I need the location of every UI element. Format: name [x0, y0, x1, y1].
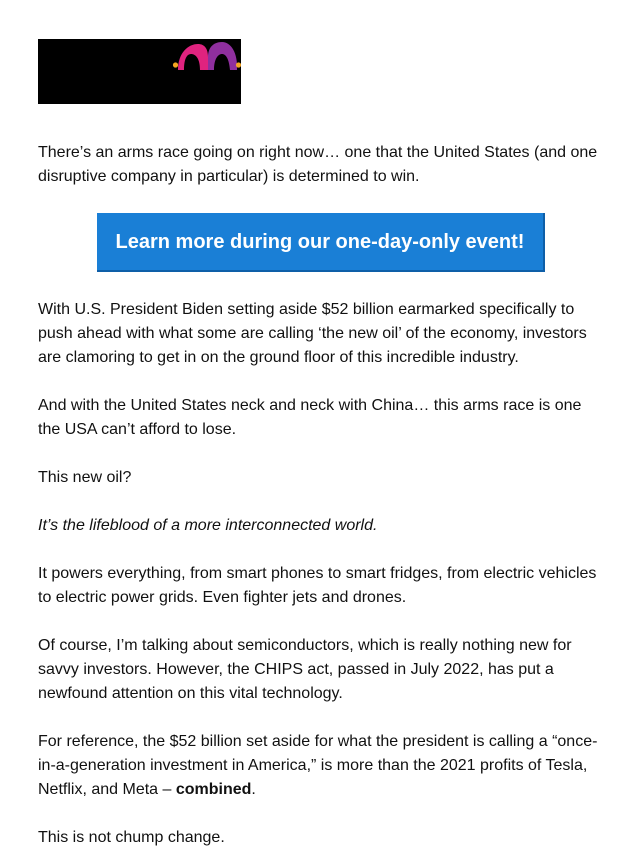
jester-hat-icon: [38, 39, 241, 104]
body-paragraph-3: This new oil?: [38, 469, 132, 486]
body-paragraph-1: With U.S. President Biden setting aside $52 billion earmarked specifically to push ahead with what some are calling ‘the new oil’ of the economy, investors are clamoring to get in on the ground floor of this incredible industry.: [38, 301, 587, 366]
intro-paragraph: There’s an arms race going on right now… one that the United States (and one disruptive company in particular) is determined to win.: [38, 144, 598, 185]
cta-container: [38, 213, 604, 272]
paragraph-7-text: For reference, the $52 billion set aside for what the president is calling a “once-in-a-generation investment in America,” is more than the 2021 profits of Tesla, Netflix, and Meta –: [38, 733, 598, 798]
italic-statement: It’s the lifeblood of a more interconnected world.: [38, 517, 378, 534]
paragraph-7-end: .: [251, 781, 256, 798]
body-paragraph-5: It powers everything, from smart phones to smart fridges, from electric vehicles to electric power grids. Even fighter jets and drones.: [38, 565, 597, 606]
body-paragraph-8: This is not chump change.: [38, 829, 225, 846]
body-paragraph-7: [38, 730, 604, 802]
learn-more-button[interactable]: Learn more during our one-day-only event!: [97, 213, 546, 272]
brand-logo: [38, 39, 241, 104]
body-paragraph-6: Of course, I’m talking about semiconductors, which is really nothing new for savvy investors. However, the CHIPS act, passed in July 2022, has put a newfound attention on this vital technology.: [38, 637, 572, 702]
body-paragraph-2: And with the United States neck and neck with China… this arms race is one the USA can’t afford to lose.: [38, 397, 582, 438]
combined-emphasis: combined: [175, 781, 252, 798]
body-paragraph-4: [38, 514, 604, 538]
email-body: [38, 141, 604, 854]
